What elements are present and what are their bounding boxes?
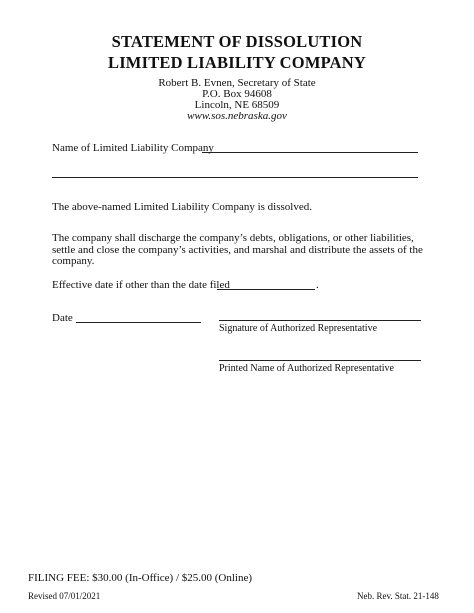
- llc-name-label: Name of Limited Liability Company: [52, 142, 214, 154]
- signature-line[interactable]: [219, 320, 421, 321]
- effective-date-label: Effective date if other than the date filed: [52, 279, 230, 291]
- website: www.sos.nebraska.gov: [187, 110, 287, 122]
- revised-date: Revised 07/01/2021: [28, 591, 101, 601]
- llc-name-field-line-2[interactable]: [52, 177, 418, 178]
- signature-label: Signature of Authorized Representative: [219, 323, 378, 334]
- filing-fee: FILING FEE: $30.00 (In-Office) / $25.00 (Online): [28, 572, 253, 584]
- printed-name-line[interactable]: [219, 360, 421, 361]
- statute-reference: Neb. Rev. Stat. 21-148: [357, 591, 439, 601]
- discharge-statement: The company shall discharge the company’s debts, obligations, or other liabilities, settle and close the company’s activities, and marshal and distribute the assets of the company.: [52, 232, 423, 267]
- po-box: P.O. Box 94608: [202, 88, 272, 100]
- effective-date-period: .: [316, 279, 319, 291]
- llc-name-field-line[interactable]: [202, 152, 418, 153]
- dissolved-statement: The above-named Limited Liability Company is dissolved.: [52, 201, 312, 213]
- form-title-line2: LIMITED LIABILITY COMPANY: [107, 53, 367, 72]
- printed-name-label: Printed Name of Authorized Representative: [219, 363, 394, 374]
- form-title-line1: STATEMENT OF DISSOLUTION: [111, 32, 363, 51]
- city-state-zip: Lincoln, NE 68509: [194, 99, 280, 111]
- effective-date-field-line[interactable]: [217, 289, 315, 290]
- date-field-line[interactable]: [76, 322, 201, 323]
- date-label: Date: [52, 312, 73, 324]
- secretary-of-state-name: Robert B. Evnen, Secretary of State: [158, 77, 316, 89]
